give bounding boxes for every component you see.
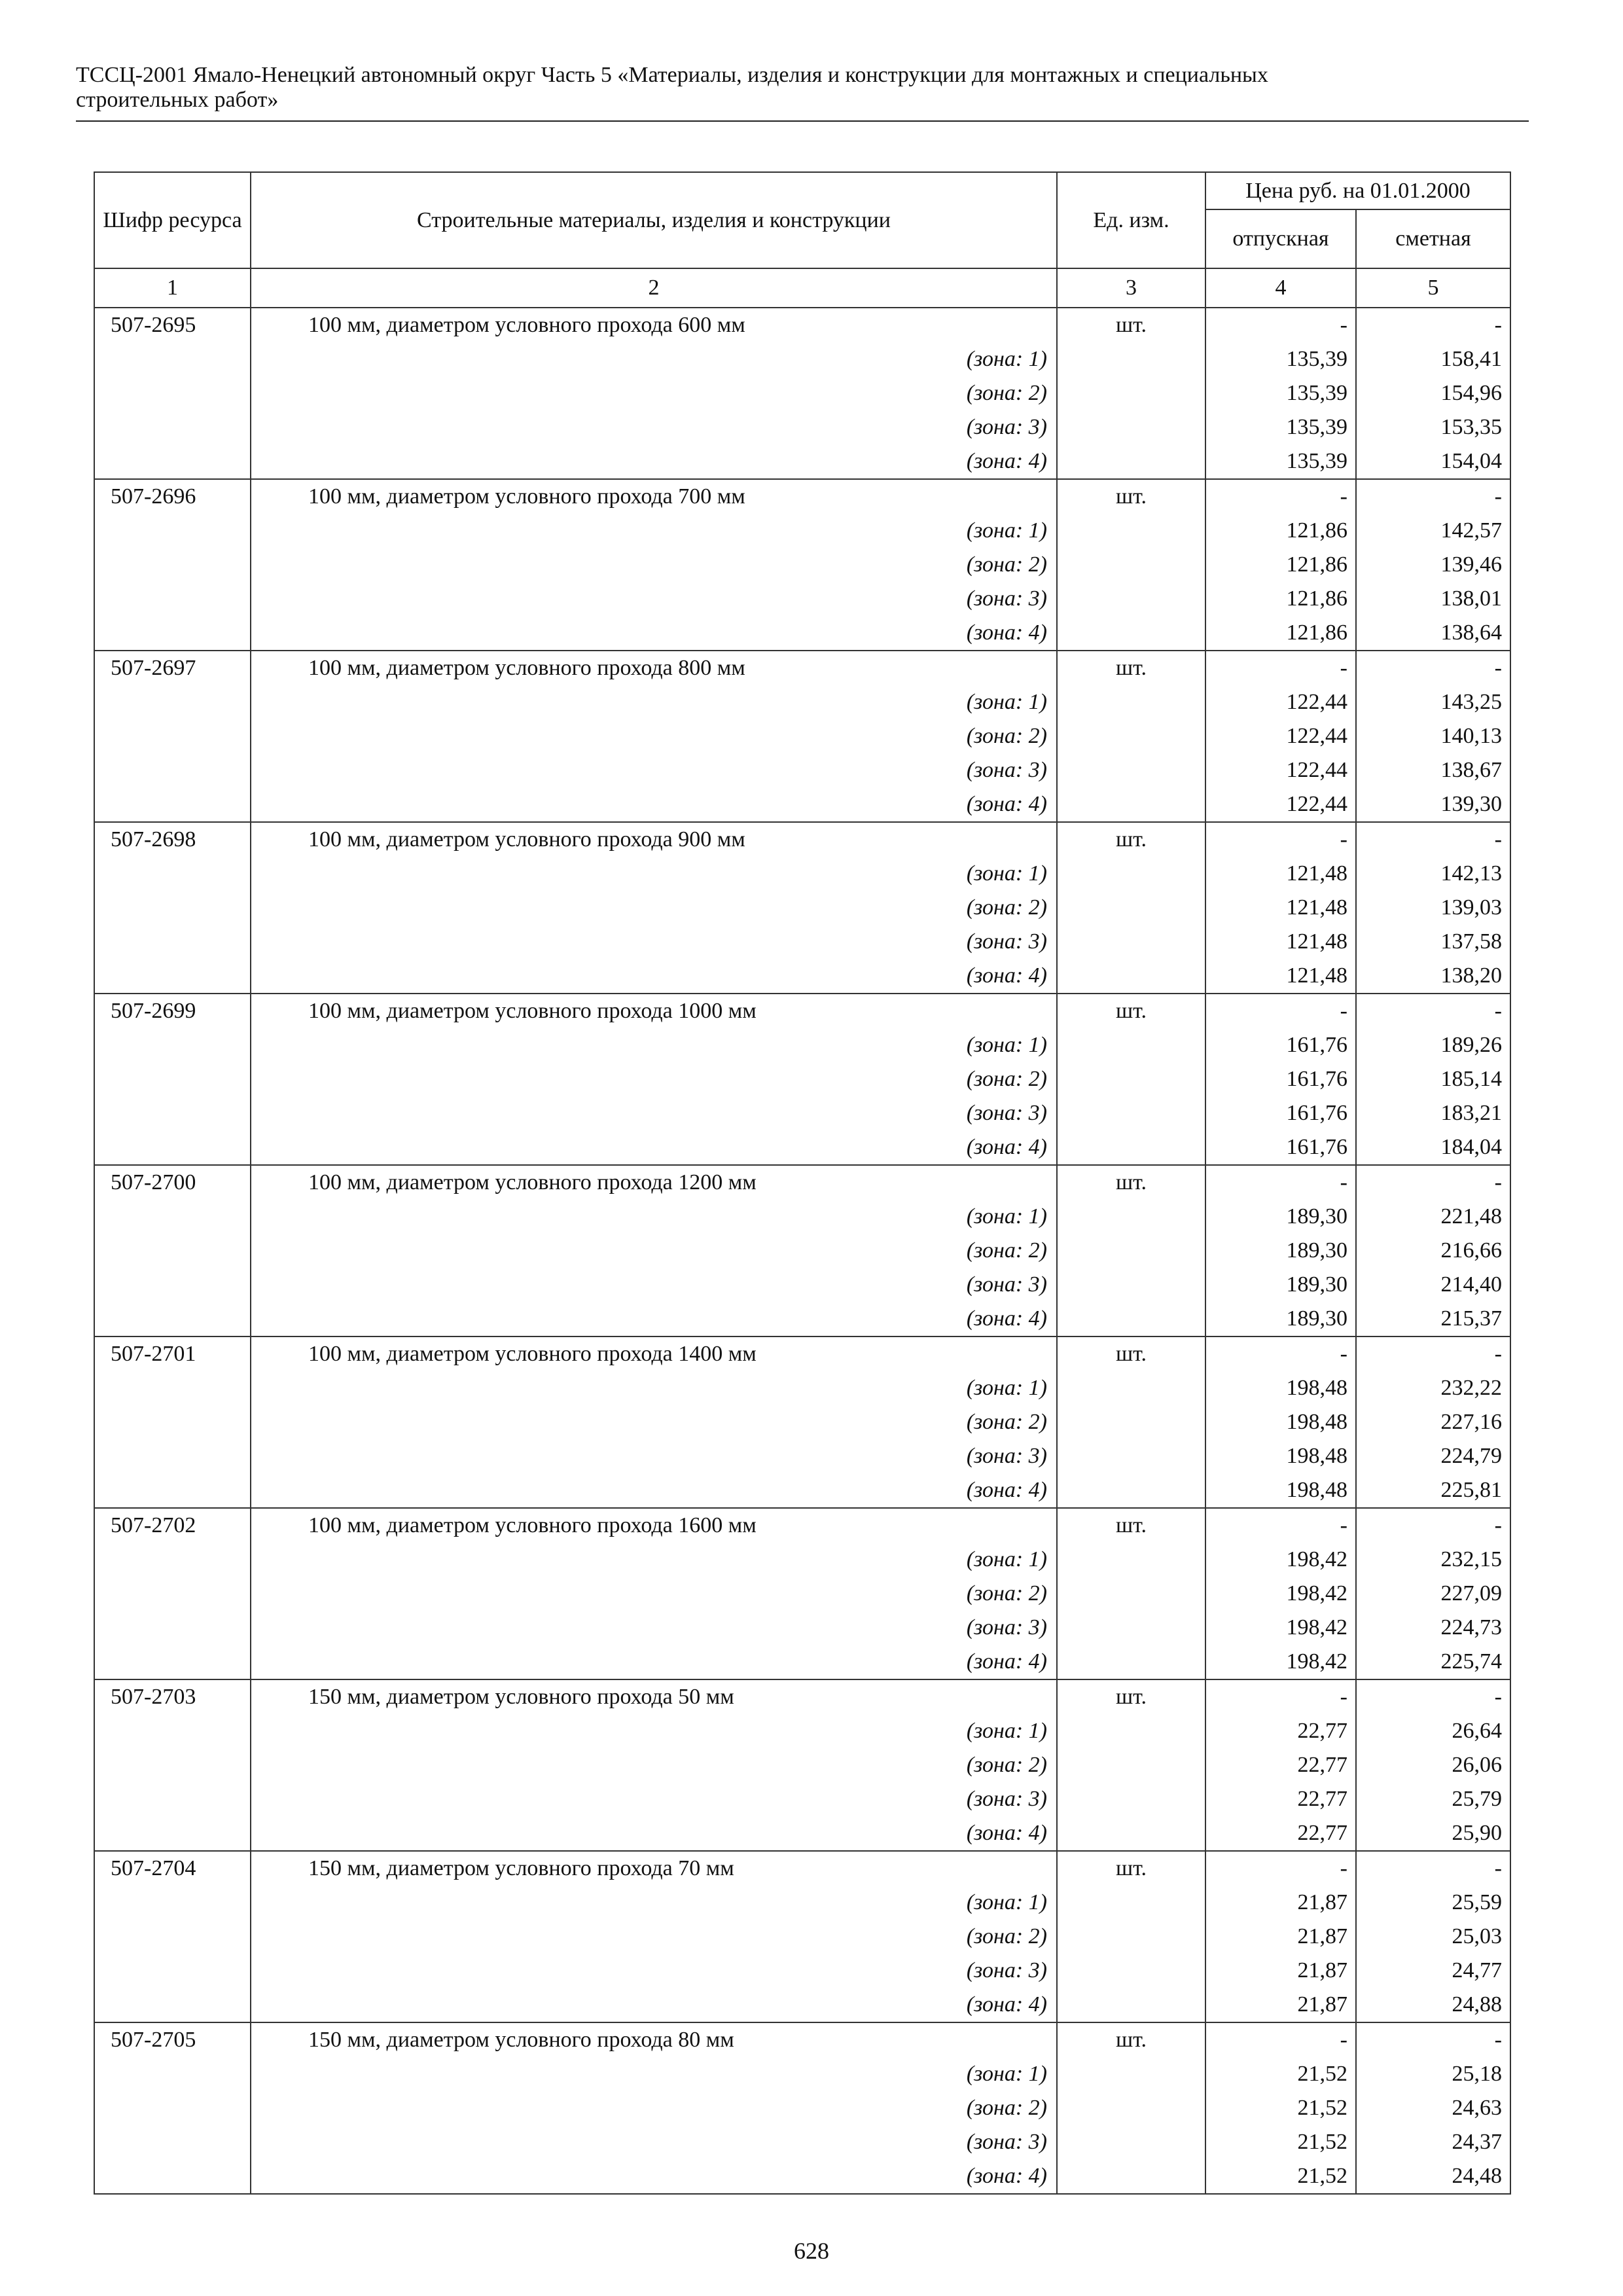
estimate-price-base: - (1494, 999, 1502, 1023)
unit-value: шт. (1116, 656, 1147, 680)
release-price-base: - (1340, 1170, 1347, 1194)
release-price: 198,42 (1286, 1581, 1347, 1605)
estimate-price-cell (1356, 1508, 1510, 1679)
estimate-price: 24,77 (1452, 1958, 1502, 1982)
release-price: 121,48 (1286, 963, 1347, 988)
release-price: 198,42 (1286, 1649, 1347, 1674)
resource-name: 100 мм, диаметром условного прохода 700 мм (308, 484, 745, 509)
resource-name: 100 мм, диаметром условного прохода 800 мм (308, 656, 745, 680)
estimate-price: 224,73 (1440, 1615, 1502, 1640)
table-row (94, 822, 1510, 994)
release-price: 135,39 (1286, 449, 1347, 473)
resource-group (94, 651, 1510, 822)
estimate-price: 227,09 (1440, 1581, 1502, 1605)
resource-group (94, 1851, 1510, 2022)
release-price: 161,76 (1286, 1067, 1347, 1091)
estimate-price-base: - (1494, 484, 1502, 509)
resource-code-cell (94, 2022, 251, 2194)
resource-group (94, 822, 1510, 994)
resource-name-cell (251, 994, 1057, 1165)
release-price: 198,48 (1286, 1410, 1347, 1434)
zone-label: (зона: 3) (966, 1787, 1047, 1811)
resource-name-cell (251, 1508, 1057, 1679)
estimate-price: 138,64 (1440, 620, 1502, 645)
estimate-price: 143,25 (1440, 690, 1502, 714)
estimate-price: 139,30 (1440, 792, 1502, 816)
zone-label: (зона: 2) (966, 724, 1047, 748)
zone-label: (зона: 1) (966, 1890, 1047, 1914)
release-price-base: - (1340, 1856, 1347, 1880)
release-price: 135,39 (1286, 381, 1347, 405)
table-row (94, 2022, 1510, 2194)
col-number: 4 (1205, 268, 1356, 308)
unit-value: шт. (1116, 999, 1147, 1023)
estimate-price-base: - (1494, 1170, 1502, 1194)
release-price-cell (1205, 308, 1356, 479)
resource-name: 150 мм, диаметром условного прохода 80 мм (308, 2028, 734, 2052)
table-row (94, 1851, 1510, 2022)
col-header-unit: Ед. изм. (1057, 172, 1205, 268)
resource-name: 150 мм, диаметром условного прохода 50 мм (308, 1685, 734, 1709)
zone-label: (зона: 1) (966, 2062, 1047, 2086)
release-price: 121,48 (1286, 929, 1347, 954)
resource-name: 100 мм, диаметром условного прохода 1600 мм (308, 1513, 757, 1537)
resource-code-cell (94, 1851, 251, 2022)
estimate-price-cell (1356, 2022, 1510, 2194)
resource-name: 100 мм, диаметром условного прохода 1200 мм (308, 1170, 757, 1194)
release-price: 161,76 (1286, 1101, 1347, 1125)
release-price-base: - (1340, 827, 1347, 852)
estimate-price: 189,26 (1440, 1033, 1502, 1057)
release-price-cell (1205, 994, 1356, 1165)
estimate-price: 24,63 (1452, 2096, 1502, 2120)
estimate-price: 184,04 (1440, 1135, 1502, 1159)
resource-code: 507-2695 (111, 313, 196, 337)
estimate-price: 154,96 (1440, 381, 1502, 405)
release-price: 121,48 (1286, 861, 1347, 886)
release-price: 21,52 (1297, 2130, 1347, 2154)
resource-group (94, 308, 1510, 479)
estimate-price: 158,41 (1440, 347, 1502, 371)
release-price: 21,52 (1297, 2062, 1347, 2086)
release-price: 121,48 (1286, 895, 1347, 920)
estimate-price: 221,48 (1440, 1204, 1502, 1229)
release-price: 21,52 (1297, 2096, 1347, 2120)
unit-value: шт. (1116, 827, 1147, 852)
col-number: 1 (94, 268, 251, 308)
estimate-price: 25,59 (1452, 1890, 1502, 1914)
resource-code: 507-2700 (111, 1170, 196, 1194)
estimate-price: 225,74 (1440, 1649, 1502, 1674)
resource-name-cell (251, 2022, 1057, 2194)
unit-cell (1057, 1508, 1205, 1679)
estimate-price-base: - (1494, 313, 1502, 337)
zone-label: (зона: 1) (966, 1033, 1047, 1057)
zone-label: (зона: 3) (966, 929, 1047, 954)
zone-label: (зона: 4) (966, 1306, 1047, 1331)
estimate-price-cell (1356, 994, 1510, 1165)
table-row (94, 479, 1510, 651)
release-price: 22,77 (1297, 1719, 1347, 1743)
unit-value: шт. (1116, 1856, 1147, 1880)
unit-value: шт. (1116, 1170, 1147, 1194)
resource-group (94, 479, 1510, 651)
document-title-line-1: ТССЦ-2001 Ямало-Ненецкий автономный округ Часть 5 «Материалы, изделия и конструкции для монтажных и специальных (76, 63, 1268, 87)
release-price: 21,87 (1297, 1992, 1347, 2017)
zone-label: (зона: 1) (966, 1376, 1047, 1400)
zone-label: (зона: 3) (966, 415, 1047, 439)
release-price-base: - (1340, 656, 1347, 680)
estimate-price: 26,06 (1452, 1753, 1502, 1777)
resource-code-cell (94, 1679, 251, 1851)
document-header (76, 63, 1529, 113)
resource-name: 100 мм, диаметром условного прохода 1000 мм (308, 999, 757, 1023)
resource-code-cell (94, 651, 251, 822)
zone-label: (зона: 2) (966, 1581, 1047, 1605)
release-price-cell (1205, 651, 1356, 822)
estimate-price: 142,13 (1440, 861, 1502, 886)
release-price-cell (1205, 2022, 1356, 2194)
zone-label: (зона: 1) (966, 690, 1047, 714)
unit-value: шт. (1116, 2028, 1147, 2052)
estimate-price: 24,88 (1452, 1992, 1502, 2017)
zone-label: (зона: 4) (966, 449, 1047, 473)
estimate-price: 227,16 (1440, 1410, 1502, 1434)
release-price: 161,76 (1286, 1033, 1347, 1057)
resource-name-cell (251, 1679, 1057, 1851)
zone-label: (зона: 4) (966, 2164, 1047, 2188)
release-price: 122,44 (1286, 758, 1347, 782)
resource-group (94, 1165, 1510, 1336)
estimate-price-cell (1356, 1851, 1510, 2022)
table-row (94, 1508, 1510, 1679)
resource-group (94, 1336, 1510, 1508)
unit-cell (1057, 2022, 1205, 2194)
zone-label: (зона: 2) (966, 552, 1047, 577)
release-price-base: - (1340, 1685, 1347, 1709)
estimate-price: 138,67 (1440, 758, 1502, 782)
release-price: 21,87 (1297, 1958, 1347, 1982)
estimate-price: 154,04 (1440, 449, 1502, 473)
zone-label: (зона: 2) (966, 2096, 1047, 2120)
col-header-estimate-price: сметная (1356, 209, 1510, 268)
resource-code: 507-2698 (111, 827, 196, 852)
resource-code-cell (94, 1165, 251, 1336)
unit-cell (1057, 1336, 1205, 1508)
release-price: 122,44 (1286, 724, 1347, 748)
unit-value: шт. (1116, 1342, 1147, 1366)
resource-code-cell (94, 308, 251, 479)
zone-label: (зона: 1) (966, 347, 1047, 371)
estimate-price: 183,21 (1440, 1101, 1502, 1125)
resource-name: 100 мм, диаметром условного прохода 600 мм (308, 313, 745, 337)
unit-cell (1057, 1165, 1205, 1336)
zone-label: (зона: 1) (966, 1547, 1047, 1571)
resource-group (94, 2022, 1510, 2194)
release-price: 189,30 (1286, 1204, 1347, 1229)
release-price: 122,44 (1286, 690, 1347, 714)
page-number: 628 (794, 2238, 829, 2264)
zone-label: (зона: 4) (966, 1135, 1047, 1159)
col-header-release-price: отпускная (1205, 209, 1356, 268)
release-price: 121,86 (1286, 620, 1347, 645)
zone-label: (зона: 3) (966, 1615, 1047, 1640)
price-table (94, 171, 1511, 2195)
zone-label: (зона: 2) (966, 1924, 1047, 1948)
estimate-price-base: - (1494, 1342, 1502, 1366)
resource-code: 507-2704 (111, 1856, 196, 1880)
zone-label: (зона: 4) (966, 792, 1047, 816)
estimate-price: 139,03 (1440, 895, 1502, 920)
zone-label: (зона: 1) (966, 1719, 1047, 1743)
table-row (94, 994, 1510, 1165)
release-price: 121,86 (1286, 586, 1347, 611)
col-number: 2 (251, 268, 1057, 308)
resource-name-cell (251, 822, 1057, 994)
resource-code-cell (94, 479, 251, 651)
resource-name-cell (251, 308, 1057, 479)
estimate-price: 24,37 (1452, 2130, 1502, 2154)
zone-label: (зона: 4) (966, 963, 1047, 988)
release-price: 189,30 (1286, 1238, 1347, 1263)
estimate-price: 138,01 (1440, 586, 1502, 611)
resource-name: 100 мм, диаметром условного прохода 900 мм (308, 827, 745, 852)
estimate-price-cell (1356, 822, 1510, 994)
unit-cell (1057, 651, 1205, 822)
document-title-line-2: строительных работ» (76, 88, 279, 112)
resource-code: 507-2705 (111, 2028, 196, 2052)
release-price-base: - (1340, 999, 1347, 1023)
estimate-price: 25,03 (1452, 1924, 1502, 1948)
release-price: 189,30 (1286, 1306, 1347, 1331)
zone-label: (зона: 4) (966, 620, 1047, 645)
table-row (94, 1679, 1510, 1851)
unit-cell (1057, 1851, 1205, 2022)
zone-label: (зона: 3) (966, 1444, 1047, 1468)
release-price: 121,86 (1286, 518, 1347, 543)
estimate-price-base: - (1494, 1856, 1502, 1880)
resource-name-cell (251, 1165, 1057, 1336)
resource-name-cell (251, 1851, 1057, 2022)
estimate-price-base: - (1494, 656, 1502, 680)
zone-label: (зона: 3) (966, 586, 1047, 611)
release-price: 21,87 (1297, 1924, 1347, 1948)
unit-value: шт. (1116, 484, 1147, 509)
resource-group (94, 994, 1510, 1165)
unit-cell (1057, 308, 1205, 479)
estimate-price: 225,81 (1440, 1478, 1502, 1502)
release-price-base: - (1340, 313, 1347, 337)
header-divider (76, 120, 1529, 122)
estimate-price-base: - (1494, 1513, 1502, 1537)
col-header-name: Строительные материалы, изделия и конструкции (251, 172, 1057, 268)
resource-code: 507-2699 (111, 999, 196, 1023)
col-header-price-group: Цена руб. на 01.01.2000 (1205, 172, 1510, 209)
estimate-price: 232,22 (1440, 1376, 1502, 1400)
unit-cell (1057, 822, 1205, 994)
release-price: 198,48 (1286, 1444, 1347, 1468)
table-row (94, 308, 1510, 479)
col-number: 5 (1356, 268, 1510, 308)
release-price: 198,48 (1286, 1376, 1347, 1400)
estimate-price-base: - (1494, 827, 1502, 852)
estimate-price: 25,90 (1452, 1821, 1502, 1845)
release-price-cell (1205, 1165, 1356, 1336)
price-table-header (94, 172, 1510, 308)
resource-code: 507-2703 (111, 1685, 196, 1709)
resource-code: 507-2702 (111, 1513, 196, 1537)
unit-cell (1057, 1679, 1205, 1851)
resource-name-cell (251, 479, 1057, 651)
release-price-cell (1205, 1851, 1356, 2022)
zone-label: (зона: 2) (966, 1410, 1047, 1434)
estimate-price: 185,14 (1440, 1067, 1502, 1091)
estimate-price-cell (1356, 1165, 1510, 1336)
resource-name-cell (251, 651, 1057, 822)
zone-label: (зона: 3) (966, 2130, 1047, 2154)
col-number-row (94, 268, 1510, 308)
resource-group (94, 1679, 1510, 1851)
table-row (94, 1165, 1510, 1336)
release-price: 189,30 (1286, 1272, 1347, 1297)
unit-cell (1057, 994, 1205, 1165)
estimate-price-cell (1356, 1679, 1510, 1851)
release-price-cell (1205, 479, 1356, 651)
zone-label: (зона: 4) (966, 1478, 1047, 1502)
resource-code-cell (94, 1508, 251, 1679)
resource-code-cell (94, 994, 251, 1165)
resource-code: 507-2696 (111, 484, 196, 509)
estimate-price-cell (1356, 1336, 1510, 1508)
resource-code-cell (94, 822, 251, 994)
unit-value: шт. (1116, 1685, 1147, 1709)
estimate-price: 142,57 (1440, 518, 1502, 543)
zone-label: (зона: 2) (966, 381, 1047, 405)
resource-name: 150 мм, диаметром условного прохода 70 мм (308, 1856, 734, 1880)
release-price: 22,77 (1297, 1821, 1347, 1845)
zone-label: (зона: 3) (966, 1101, 1047, 1125)
estimate-price: 24,48 (1452, 2164, 1502, 2188)
resource-name-cell (251, 1336, 1057, 1508)
unit-value: шт. (1116, 313, 1147, 337)
resource-code: 507-2697 (111, 656, 196, 680)
estimate-price: 140,13 (1440, 724, 1502, 748)
estimate-price: 138,20 (1440, 963, 1502, 988)
zone-label: (зона: 3) (966, 1272, 1047, 1297)
estimate-price: 224,79 (1440, 1444, 1502, 1468)
resource-name: 100 мм, диаметром условного прохода 1400 мм (308, 1342, 757, 1366)
release-price: 198,48 (1286, 1478, 1347, 1502)
estimate-price: 25,79 (1452, 1787, 1502, 1811)
estimate-price-cell (1356, 651, 1510, 822)
zone-label: (зона: 2) (966, 895, 1047, 920)
resource-code: 507-2701 (111, 1342, 196, 1366)
zone-label: (зона: 1) (966, 518, 1047, 543)
release-price-base: - (1340, 484, 1347, 509)
col-header-code: Шифр ресурса (94, 172, 251, 268)
estimate-price: 137,58 (1440, 929, 1502, 954)
zone-label: (зона: 4) (966, 1649, 1047, 1674)
zone-label: (зона: 1) (966, 861, 1047, 886)
estimate-price: 153,35 (1440, 415, 1502, 439)
release-price: 121,86 (1286, 552, 1347, 577)
zone-label: (зона: 2) (966, 1753, 1047, 1777)
estimate-price: 214,40 (1440, 1272, 1502, 1297)
release-price: 135,39 (1286, 347, 1347, 371)
zone-label: (зона: 4) (966, 1992, 1047, 2017)
col-number: 3 (1057, 268, 1205, 308)
estimate-price: 26,64 (1452, 1719, 1502, 1743)
table-row (94, 651, 1510, 822)
unit-cell (1057, 479, 1205, 651)
release-price-cell (1205, 1336, 1356, 1508)
zone-label: (зона: 2) (966, 1067, 1047, 1091)
release-price: 22,77 (1297, 1753, 1347, 1777)
release-price: 22,77 (1297, 1787, 1347, 1811)
estimate-price-cell (1356, 479, 1510, 651)
zone-label: (зона: 2) (966, 1238, 1047, 1263)
release-price-cell (1205, 1679, 1356, 1851)
release-price: 122,44 (1286, 792, 1347, 816)
zone-label: (зона: 1) (966, 1204, 1047, 1229)
estimate-price: 232,15 (1440, 1547, 1502, 1571)
zone-label: (зона: 3) (966, 758, 1047, 782)
release-price: 21,52 (1297, 2164, 1347, 2188)
release-price-base: - (1340, 1513, 1347, 1537)
estimate-price: 215,37 (1440, 1306, 1502, 1331)
release-price-cell (1205, 822, 1356, 994)
release-price-base: - (1340, 1342, 1347, 1366)
release-price: 21,87 (1297, 1890, 1347, 1914)
estimate-price-base: - (1494, 1685, 1502, 1709)
estimate-price-base: - (1494, 2028, 1502, 2052)
release-price-base: - (1340, 2028, 1347, 2052)
estimate-price: 139,46 (1440, 552, 1502, 577)
release-price: 161,76 (1286, 1135, 1347, 1159)
release-price-cell (1205, 1508, 1356, 1679)
resource-group (94, 1508, 1510, 1679)
estimate-price: 25,18 (1452, 2062, 1502, 2086)
zone-label: (зона: 4) (966, 1821, 1047, 1845)
zone-label: (зона: 3) (966, 1958, 1047, 1982)
release-price: 198,42 (1286, 1547, 1347, 1571)
unit-value: шт. (1116, 1513, 1147, 1537)
resource-code-cell (94, 1336, 251, 1508)
estimate-price: 216,66 (1440, 1238, 1502, 1263)
release-price: 198,42 (1286, 1615, 1347, 1640)
table-row (94, 1336, 1510, 1508)
estimate-price-cell (1356, 308, 1510, 479)
release-price: 135,39 (1286, 415, 1347, 439)
